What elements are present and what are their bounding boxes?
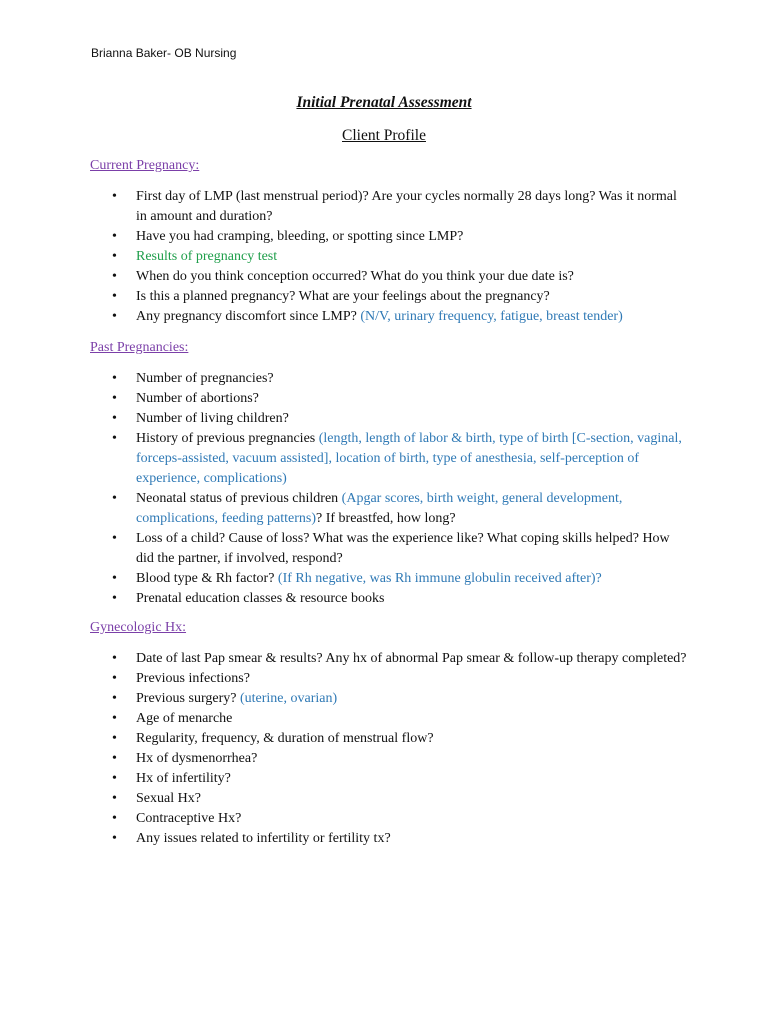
list-item: • Number of abortions? xyxy=(90,389,690,409)
list-item: • Neonatal status of previous children (Apgar scores, birth weight, general development, complications, feeding patterns)? If breastfed, how long? xyxy=(90,489,690,529)
past-pregnancies-list xyxy=(90,369,690,609)
list-item: • Number of living children? xyxy=(90,409,690,429)
list-item: • Previous infections? xyxy=(90,669,690,689)
document-title: Initial Prenatal Assessment xyxy=(296,94,472,111)
list-item: • Blood type & Rh factor? (If Rh negative, was Rh immune globulin received after)? xyxy=(90,569,690,589)
list-item: • Have you had cramping, bleeding, or spotting since LMP? xyxy=(90,227,690,247)
section-gynecologic-hx xyxy=(90,619,690,849)
document-subtitle: Client Profile xyxy=(342,127,426,144)
section-current-pregnancy xyxy=(90,157,690,327)
section-heading: Current Pregnancy: xyxy=(90,158,200,173)
list-item: • Prenatal education classes & resource books xyxy=(90,589,690,609)
list-item: • Previous surgery? (uterine, ovarian) xyxy=(90,689,690,709)
list-item: • Results of pregnancy test xyxy=(90,247,690,267)
current-pregnancy-list xyxy=(90,187,690,327)
list-item: • Contraceptive Hx? xyxy=(90,809,690,829)
list-item: • Sexual Hx? xyxy=(90,789,690,809)
list-item: • Hx of dysmenorrhea? xyxy=(90,749,690,769)
list-item: • Loss of a child? Cause of loss? What was the experience like? What coping skills helped? How did the partner, if involved, respond? xyxy=(90,529,690,569)
section-heading: Past Pregnancies: xyxy=(90,340,189,355)
list-item: • Date of last Pap smear & results? Any hx of abnormal Pap smear & follow-up therapy completed? xyxy=(90,649,690,669)
list-item: • When do you think conception occurred? What do you think your due date is? xyxy=(90,267,690,287)
list-item: • Is this a planned pregnancy? What are your feelings about the pregnancy? xyxy=(90,287,690,307)
list-item: • Regularity, frequency, & duration of menstrual flow? xyxy=(90,729,690,749)
list-item: • History of previous pregnancies (length, length of labor & birth, type of birth [C-section, vaginal, forceps-assisted, vacuum assisted], location of birth, type of anesthesia, self-perception of experience, complications) xyxy=(90,429,690,489)
list-item: • Any pregnancy discomfort since LMP? (N/V, urinary frequency, fatigue, breast tender) xyxy=(90,307,690,327)
list-item: • Age of menarche xyxy=(90,709,690,729)
section-heading: Gynecologic Hx: xyxy=(90,620,187,635)
section-past-pregnancies xyxy=(90,339,690,609)
list-item: • Hx of infertility? xyxy=(90,769,690,789)
document-header: Brianna Baker- OB Nursing xyxy=(91,46,237,60)
list-item: • Number of pregnancies? xyxy=(90,369,690,389)
list-item: • Any issues related to infertility or fertility tx? xyxy=(90,829,690,849)
gynecologic-hx-list xyxy=(90,649,690,849)
list-item: • First day of LMP (last menstrual period)? Are your cycles normally 28 days long? Was it normal in amount and duration? xyxy=(90,187,690,227)
